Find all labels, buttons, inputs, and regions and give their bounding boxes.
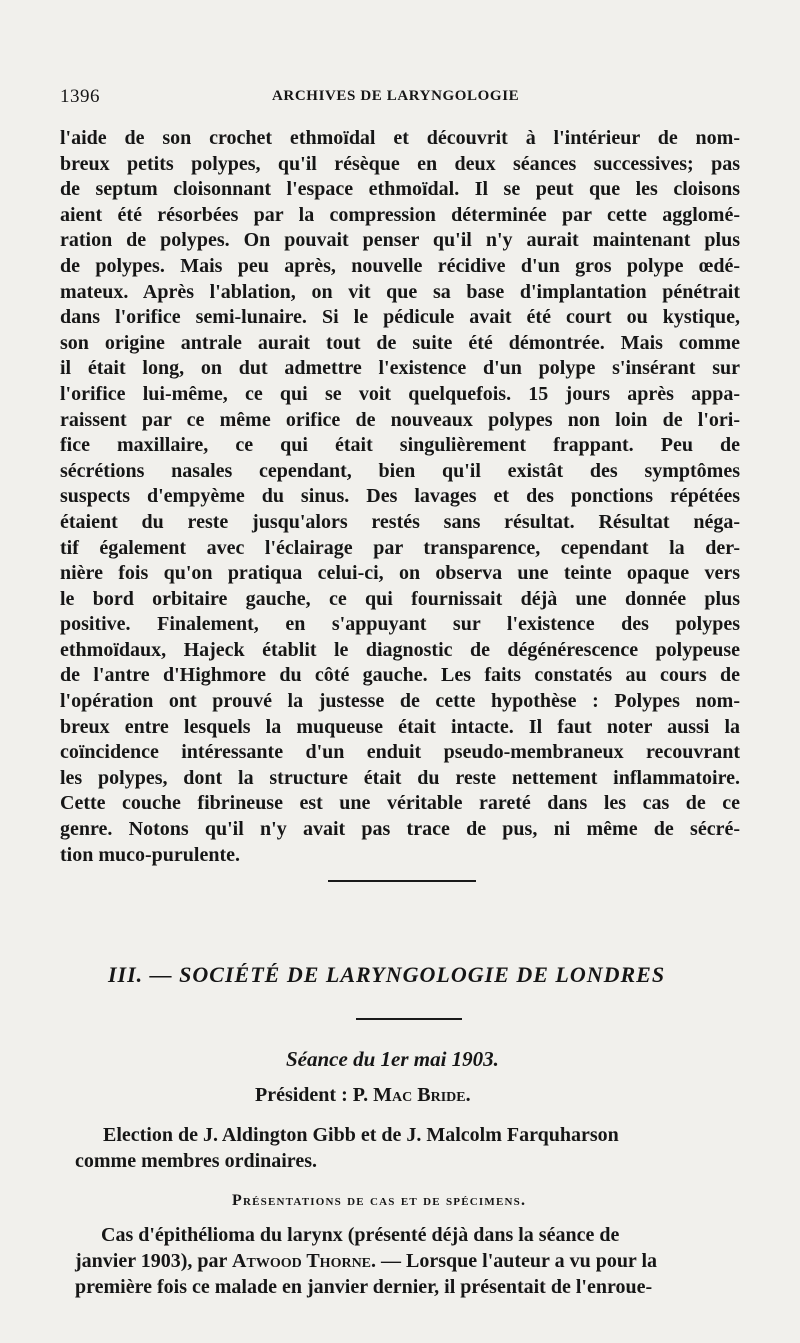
- body-line: ethmoïdaux, Hajeck établit le diagnostic de dégénérescence polypeuse: [60, 638, 740, 661]
- body-line: mateux. Après l'ablation, on vit que sa base d'implantation pénétrait: [60, 280, 740, 303]
- body-line: positive. Finalement, en s'appuyant sur l'existence des polypes: [60, 613, 740, 636]
- body-line: fice maxillaire, ce qui était singulièrement frappant. Peu de: [60, 434, 740, 457]
- separator-rule: [328, 880, 476, 882]
- case-line: [75, 1222, 775, 1248]
- seance-text: Séance du 1er mai 1903.: [286, 1047, 499, 1071]
- case-line: première fois ce malade en janvier dernier, il présentait de l'enroue-: [75, 1276, 653, 1298]
- body-line: l'aide de son crochet ethmoïdal et découvrit à l'intérieur de nom-: [60, 127, 740, 149]
- president-name: P. Mac Bride.: [352, 1084, 471, 1106]
- body-line: coïncidence intéressante d'un enduit pseudo-membraneux recouvrant: [60, 741, 740, 764]
- section-title: III. — SOCIÉTÉ DE LARYNGOLOGIE DE LONDRES: [108, 962, 666, 987]
- case-title: Cas d'épithélioma du larynx: [101, 1224, 343, 1246]
- body-line: les polypes, dont la structure était du reste nettement inflammatoire.: [60, 766, 740, 789]
- body-line: tif également avec l'éclairage par transparence, cependant la der-: [60, 536, 740, 559]
- presentations-heading: Présentations de cas et de spécimens.: [232, 1192, 527, 1209]
- case-text: janvier 1903), par: [75, 1250, 233, 1272]
- body-line: le bord orbitaire gauche, ce qui fournissait déjà une donnée plus: [60, 587, 740, 610]
- body-line: l'opération ont prouvé la justesse de cette hypothèse : Polypes nom-: [60, 690, 740, 713]
- case-text: (présenté déjà dans la séance de: [342, 1224, 620, 1246]
- case-line: [75, 1248, 775, 1274]
- election-paragraph: [75, 1122, 745, 1174]
- body-line: Cette couche fibrineuse est une véritable rareté dans les cas de ce: [60, 792, 740, 815]
- body-line: ration de polypes. On pouvait penser qu'il n'y aurait maintenant plus: [60, 229, 740, 252]
- body-line: aient été résorbées par la compression déterminée par cette agglomé-: [60, 203, 740, 226]
- body-line: de septum cloisonnant l'espace ethmoïdal. Il se peut que les cloisons: [60, 178, 740, 201]
- seance-date: [286, 1047, 499, 1072]
- president-line: [255, 1084, 471, 1107]
- body-line: suspects d'empyème du sinus. Des lavages et des ponctions répétées: [60, 485, 740, 508]
- body-line: son origine antrale aurait tout de suite été démontrée. Mais comme: [60, 331, 740, 354]
- body-paragraph: [60, 126, 740, 868]
- body-line: breux entre lesquels la muqueuse était intacte. Il faut noter aussi la: [60, 715, 740, 738]
- running-title: ARCHIVES DE LARYNGOLOGIE: [272, 88, 520, 104]
- body-line: nière fois qu'on pratiqua celui-ci, on observa une teinte opaque vers: [60, 562, 740, 585]
- body-line: genre. Notons qu'il n'y avait pas trace de pus, ni même de sécré-: [60, 818, 740, 841]
- case-text: . — Lorsque l'auteur a vu pour la: [371, 1250, 658, 1272]
- body-line: il était long, on dut admettre l'existence d'un polype s'insérant sur: [60, 357, 740, 380]
- election-line: Election de J. Aldington Gibb et de J. Malcolm Farquharson: [103, 1124, 619, 1146]
- body-line: l'orifice lui-même, ce qui se voit quelquefois. 15 jours après appa-: [60, 382, 740, 405]
- page-number: 1396: [60, 86, 100, 107]
- case-author: Atwood Thorne: [232, 1250, 372, 1272]
- body-line: raissent par ce même orifice de nouveaux polypes non loin de l'ori-: [60, 408, 740, 431]
- president-label: Président :: [255, 1084, 348, 1106]
- body-line: sécrétions nasales cependant, bien qu'il existât des symptômes: [60, 459, 740, 482]
- body-line: tion muco-purulente.: [60, 843, 240, 866]
- section-rule: [356, 1018, 462, 1020]
- body-line: de l'antre d'Highmore du côté gauche. Les faits constatés au cours de: [60, 664, 740, 687]
- body-line: étaient du reste jusqu'alors restés sans résultat. Résultat néga-: [60, 510, 740, 533]
- body-line: de polypes. Mais peu après, nouvelle récidive d'un gros polype œdé-: [60, 254, 740, 277]
- case-paragraph: [75, 1222, 775, 1300]
- body-line: breux petits polypes, qu'il résèque en deux séances successives; pas: [60, 152, 740, 175]
- election-line: comme membres ordinaires.: [75, 1150, 317, 1172]
- body-line: dans l'orifice semi-lunaire. Si le pédicule avait été court ou kystique,: [60, 306, 740, 329]
